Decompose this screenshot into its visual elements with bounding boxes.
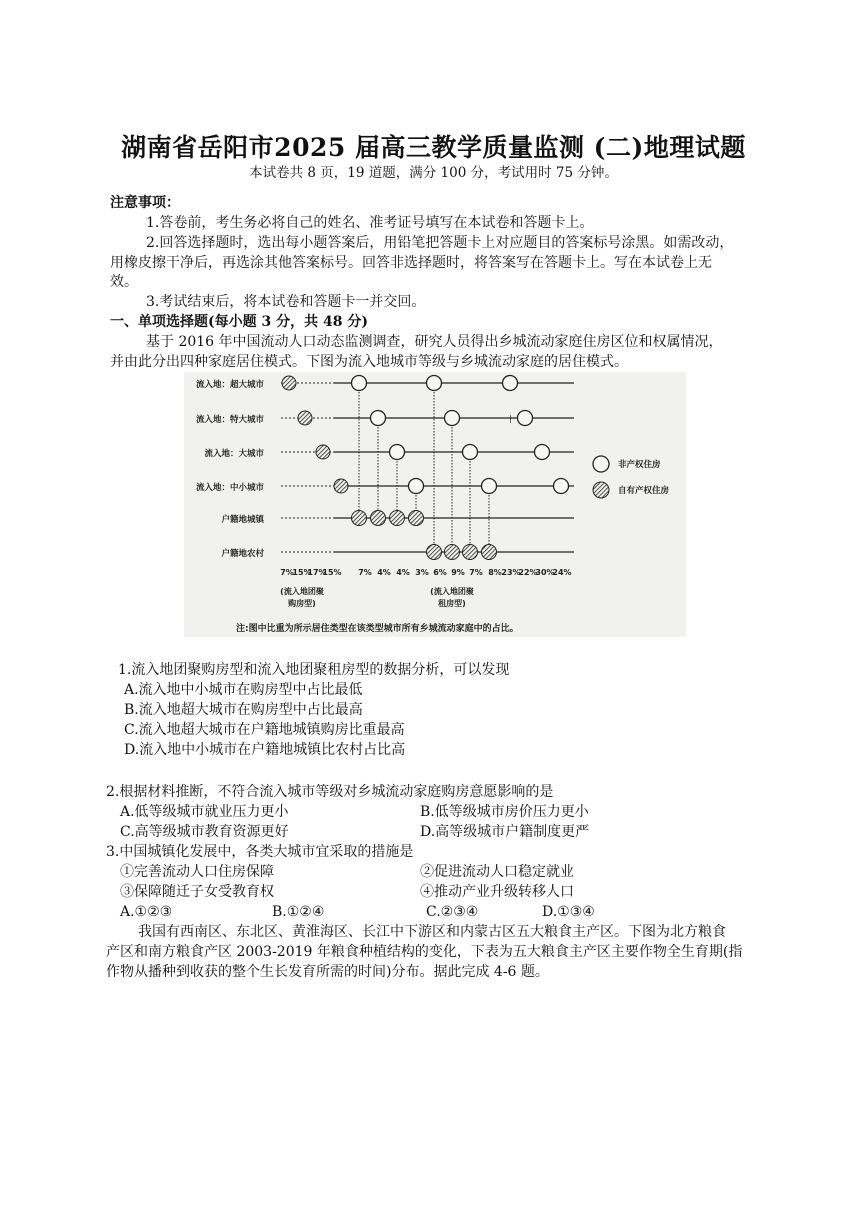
question-1-stem: 1.流入地团聚购房型和流入地团聚租房型的数据分析，可以发现 [118, 662, 510, 678]
q2-option-b: B.低等级城市房价压力更小 [420, 804, 589, 820]
row-label: 流入地：特大城市 [195, 415, 264, 425]
row-label: 流入地：中小城市 [195, 483, 264, 493]
own-property-house-marker [445, 545, 460, 560]
q3-measure-3: ③保障随迁子女受教育权 [120, 884, 274, 900]
percentage-label: 15% [322, 568, 342, 577]
notice-item-2: 2.回答选择题时，选出每小题答案后，用铅笔把答题卡上对应题目的答案标号涂黑。如需改动， [146, 235, 734, 251]
non-property-house-marker [409, 479, 424, 494]
row-tick-mark: | [509, 414, 512, 423]
notice-item-3: 3.考试结束后，将本试卷和答题卡一并交回。 [146, 294, 426, 310]
row-label: 流入地：超大城市 [195, 380, 264, 390]
own-property-house-marker [482, 545, 497, 560]
non-property-house-marker [371, 411, 386, 426]
intro-line-2: 并由此分出四种家庭居住模式。下图为流入地城市等级与乡城流动家庭的居住模式。 [110, 354, 628, 370]
own-property-house-marker [334, 479, 348, 493]
percentage-label: 6% [433, 568, 447, 577]
percentage-label: 15% [292, 568, 312, 577]
q1-option-b: B.流入地超大城市在购房型中占比最高 [124, 702, 363, 718]
percentage-label: 3% [415, 568, 429, 577]
residence-pattern-figure [184, 372, 686, 637]
q3-measure-2: ②促进流动人口稳定就业 [420, 864, 574, 880]
legend-label-own-property: 自有产权住房 [618, 486, 670, 496]
non-property-house-marker [535, 445, 550, 460]
group-label: 购房型) [288, 599, 316, 608]
q3-measure-4: ④推动产业升级转移人口 [420, 884, 574, 900]
section-heading: 一、单项选择题(每小题 3 分，共 48 分) [110, 314, 368, 330]
passage-line-1: 我国有西南区、东北区、黄淮海区、长江中下游区和内蒙古区五大粮食主产区。下图为北方粮食 [138, 924, 726, 940]
own-property-house-marker [316, 445, 330, 459]
notice-item-2-end: 效。 [110, 274, 138, 290]
own-property-house-marker [282, 376, 296, 390]
group-label: (流入地团聚 [430, 587, 474, 596]
page-title: 湖南省岳阳市2025 届高三教学质量监测 (二)地理试题 [121, 133, 746, 162]
percentage-label: 4% [396, 568, 410, 577]
intro-line-1: 基于 2016 年中国流动人口动态监测调查，研究人员得出乡城流动家庭住房区位和权属情况， [146, 334, 723, 350]
own-property-house-marker [463, 545, 478, 560]
figure-note: 注:图中比重为所示居住类型在该类型城市所有乡城流动家庭中的占比。 [236, 624, 519, 634]
question-2-stem: 2.根据材料推断，不符合流入城市等级对乡城流动家庭购房意愿影响的是 [106, 784, 554, 800]
percentage-label: 7% [280, 568, 294, 577]
group-label: 租房型) [438, 599, 466, 608]
percentage-label: 9% [451, 568, 465, 577]
row-label: 户籍地农村 [221, 549, 264, 559]
percentage-label: 7% [469, 568, 483, 577]
own-property-house-marker [427, 545, 442, 560]
non-property-house-marker [554, 479, 569, 494]
q3-measure-1: ①完善流动人口住房保障 [120, 864, 274, 880]
q3-option-d: D.①③④ [542, 904, 595, 920]
non-property-house-marker [482, 479, 497, 494]
q3-option-b: B.①②④ [272, 904, 325, 920]
passage-line-2: 产区和南方粮食产区 2003-2019 年粮食种植结构的变化，下表为五大粮食主产区主要作物全生育期(指 [106, 944, 743, 960]
non-property-house-marker [518, 411, 533, 426]
own-property-house-marker [371, 511, 386, 526]
percentage-label: 4% [377, 568, 391, 577]
non-property-house-marker [427, 376, 442, 391]
notice-item-1: 1.答卷前，考生务必将自己的姓名、准考证号填写在本试卷和答题卡上。 [146, 215, 594, 231]
legend-open-marker [593, 456, 609, 472]
percentage-label: 7% [358, 568, 372, 577]
q2-option-d: D.高等级城市户籍制度更严 [420, 824, 590, 840]
q3-option-c: C.②③④ [426, 904, 479, 920]
percentage-label: 24% [552, 568, 572, 577]
own-property-house-marker [390, 511, 405, 526]
exam-info: 本试卷共 8 页，19 道题，满分 100 分，考试用时 75 分钟。 [249, 165, 618, 181]
percentage-label: 22% [518, 568, 538, 577]
q3-option-a: A.①②③ [120, 904, 173, 920]
q2-option-c: C.高等级城市教育资源更好 [120, 824, 289, 840]
percentage-label: 8% [488, 568, 502, 577]
legend-hatched-marker [593, 482, 609, 498]
residence-pattern-diagram [184, 372, 686, 637]
own-property-house-marker [409, 511, 424, 526]
percentage-label: 23% [501, 568, 521, 577]
row-label: 流入地：大城市 [204, 449, 264, 459]
group-label: (流入地团聚 [280, 587, 324, 596]
q1-option-c: C.流入地超大城市在户籍地城镇购房比重最高 [124, 722, 405, 738]
own-property-house-marker [352, 511, 367, 526]
question-3-stem: 3.中国城镇化发展中，各类大城市宜采取的措施是 [106, 844, 414, 860]
passage-line-3: 作物从播种到收获的整个生长发育所需的时间)分布。据此完成 4-6 题。 [106, 964, 549, 980]
non-property-house-marker [463, 445, 478, 460]
q1-option-a: A.流入地中小城市在购房型中占比最低 [124, 682, 363, 698]
own-property-house-marker [298, 411, 312, 425]
legend-label-non-property: 非产权住房 [618, 460, 661, 470]
row-label: 户籍地城镇 [221, 515, 264, 525]
q2-option-a: A.低等级城市就业压力更小 [120, 804, 289, 820]
percentage-label: 17% [307, 568, 327, 577]
notice-item-2-cont: 用橡皮擦干净后，再选涂其他答案标号。回答非选择题时，将答案写在答题卡上。写在本试卷上无 [110, 255, 712, 271]
notice-heading: 注意事项： [110, 195, 180, 211]
q1-option-d: D.流入地中小城市在户籍地城镇比农村占比高 [124, 742, 406, 758]
non-property-house-marker [445, 411, 460, 426]
percentage-label: 30% [535, 568, 555, 577]
non-property-house-marker [352, 376, 367, 391]
non-property-house-marker [390, 445, 405, 460]
non-property-house-marker [503, 376, 518, 391]
